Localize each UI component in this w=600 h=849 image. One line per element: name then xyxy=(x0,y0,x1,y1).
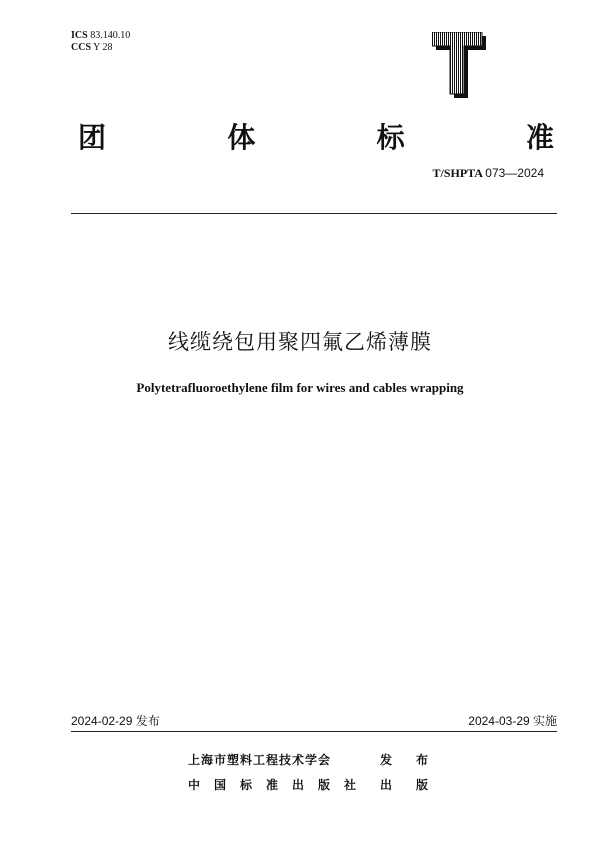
ccs-value: Y 28 xyxy=(93,42,113,53)
standard-type-char: 团 xyxy=(78,121,107,154)
press-row xyxy=(188,776,428,793)
press-role-char: 出 xyxy=(380,778,393,792)
bottom-divider xyxy=(71,731,557,732)
standard-type-char: 准 xyxy=(525,121,554,154)
press-role-char: 版 xyxy=(415,778,428,792)
ics-value: 83.140.10 xyxy=(90,30,131,41)
implementation-date: 2024-03-29 实施 xyxy=(468,714,557,728)
publisher-role xyxy=(380,751,428,768)
standard-type-title xyxy=(78,118,554,158)
ccs-label: CCS xyxy=(71,42,92,53)
top-divider xyxy=(71,213,557,214)
standard-type-char: 体 xyxy=(227,121,256,154)
document-title-english: Polytetrafluoroethylene film for wires and cables wrapping xyxy=(136,380,464,395)
publisher-role-char: 发 xyxy=(380,753,393,767)
standard-code-number: 073—2024 xyxy=(485,166,544,180)
standard-emblem-t-icon xyxy=(432,32,486,98)
publisher-org: 上海市塑料工程技术学会 xyxy=(188,753,332,767)
publisher-row xyxy=(188,751,428,768)
standard-code-prefix: T/SHPTA xyxy=(432,166,483,180)
press-org: 中国标准出版社 xyxy=(188,778,371,792)
standard-type-char: 标 xyxy=(376,121,405,154)
press-role xyxy=(380,776,428,793)
ics-label: ICS xyxy=(71,30,88,41)
document-title-chinese: 线缆绕包用聚四氟乙烯薄膜 xyxy=(168,330,432,354)
ics-code xyxy=(71,30,130,42)
publisher-role-char: 布 xyxy=(415,753,428,767)
issue-date: 2024-02-29 发布 xyxy=(71,714,160,728)
standard-code xyxy=(432,166,544,181)
ccs-code xyxy=(71,42,113,54)
